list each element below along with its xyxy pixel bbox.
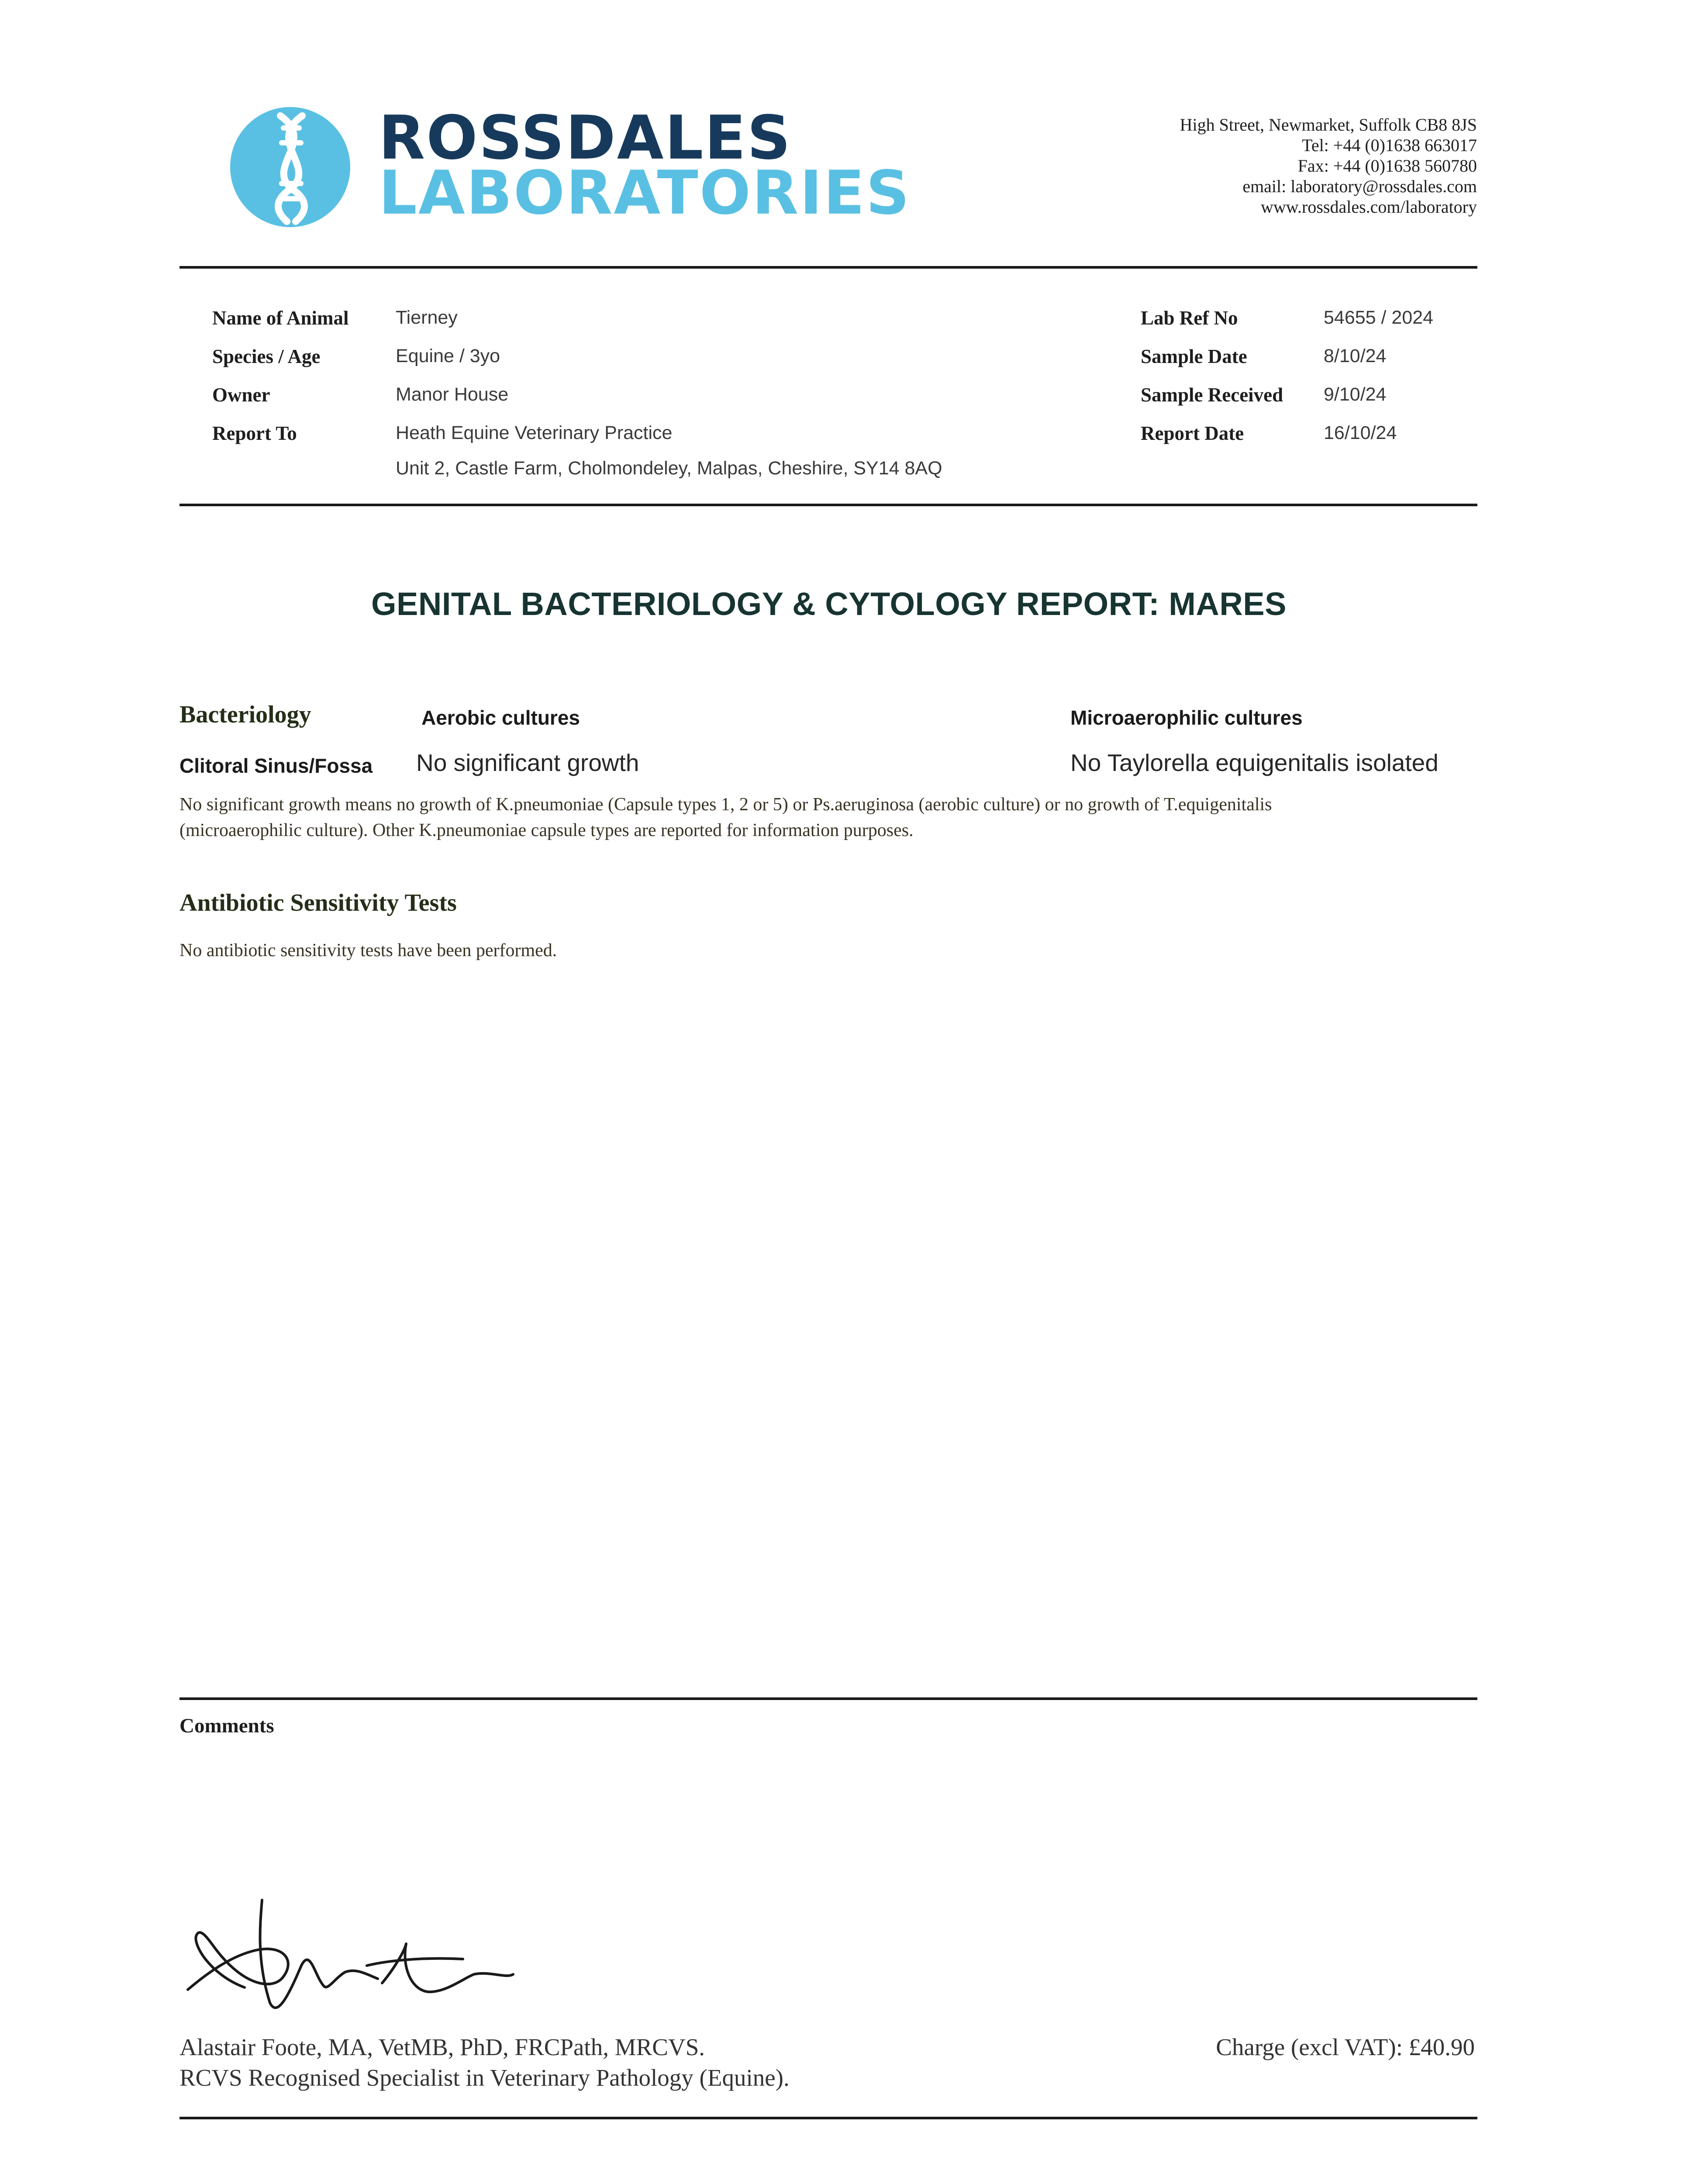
species-label: Species / Age	[212, 346, 321, 367]
report-to: Heath Equine Veterinary Practice	[396, 422, 673, 443]
comments-label: Comments	[179, 1714, 274, 1737]
comments-divider	[179, 1697, 1477, 1700]
sample-received: 9/10/24	[1324, 384, 1387, 405]
owner-label: Owner	[212, 384, 270, 406]
owner-name: Manor House	[396, 384, 509, 405]
dna-helix-icon	[230, 107, 350, 227]
sample-received-label: Sample Received	[1141, 384, 1283, 406]
report-to-address: Unit 2, Castle Farm, Cholmondeley, Malpas, Cheshire, SY14 8AQ	[396, 458, 942, 479]
sample-date: 8/10/24	[1324, 346, 1387, 366]
header-divider	[179, 266, 1477, 269]
report-to-label: Report To	[212, 422, 297, 444]
signatory-title: RCVS Recognised Specialist in Veterinary Pathology (Equine).	[179, 2064, 790, 2091]
website-link[interactable]: www.rossdales.com/laboratory	[1260, 197, 1477, 217]
bacteriology-note-line1: No significant growth means no growth of K.pneumoniae (Capsule types 1, 2 or 5) or Ps.aeruginosa (aerobic culture) or no growth of T.equigenitalis	[179, 795, 1272, 815]
name-label: Name of Animal	[212, 307, 349, 329]
animal-name: Tierney	[396, 307, 458, 328]
charge: Charge (excl VAT): £40.90	[1216, 2034, 1475, 2060]
microaerophilic-result: No Taylorella equigenitalis isolated	[1070, 749, 1439, 776]
species-age: Equine / 3yo	[396, 346, 500, 366]
antibiotic-heading: Antibiotic Sensitivity Tests	[179, 889, 457, 916]
report-date-label: Report Date	[1141, 422, 1244, 444]
signature	[183, 1891, 533, 2022]
lab-ref-label: Lab Ref No	[1141, 307, 1238, 329]
lab-logo	[230, 103, 911, 229]
report-date: 16/10/24	[1324, 422, 1397, 443]
brand-name-line2: LABORATORIES	[379, 158, 911, 228]
fax: Fax: +44 (0)1638 560780	[1297, 156, 1477, 176]
telephone: Tel: +44 (0)1638 663017	[1302, 135, 1477, 155]
antibiotic-text: No antibiotic sensitivity tests have been performed.	[179, 940, 557, 961]
aerobic-result: No significant growth	[416, 749, 639, 776]
bacteriology-note-line2: (microaerophilic culture). Other K.pneumoniae capsule types are reported for information purposes.	[179, 820, 914, 840]
sample-date-label: Sample Date	[1141, 346, 1247, 367]
signatory-name: Alastair Foote, MA, VetMB, PhD, FRCPath, MRCVS.	[179, 2034, 705, 2060]
sample-site: Clitoral Sinus/Fossa	[179, 754, 373, 777]
microaerophilic-heading: Microaerophilic cultures	[1070, 706, 1303, 729]
brand-name-line1: ROSSDALES	[379, 103, 792, 173]
bacteriology-heading: Bacteriology	[179, 701, 311, 728]
address: High Street, Newmarket, Suffolk CB8 8JS	[1180, 115, 1477, 135]
footer-divider	[179, 2117, 1477, 2119]
contact-block	[1180, 114, 1477, 217]
report-title: GENITAL BACTERIOLOGY & CYTOLOGY REPORT: MARES	[371, 586, 1287, 622]
email-link[interactable]: email: laboratory@rossdales.com	[1242, 176, 1477, 196]
lab-ref: 54655 / 2024	[1324, 307, 1434, 328]
aerobic-heading: Aerobic cultures	[421, 706, 580, 729]
info-divider	[179, 504, 1477, 506]
